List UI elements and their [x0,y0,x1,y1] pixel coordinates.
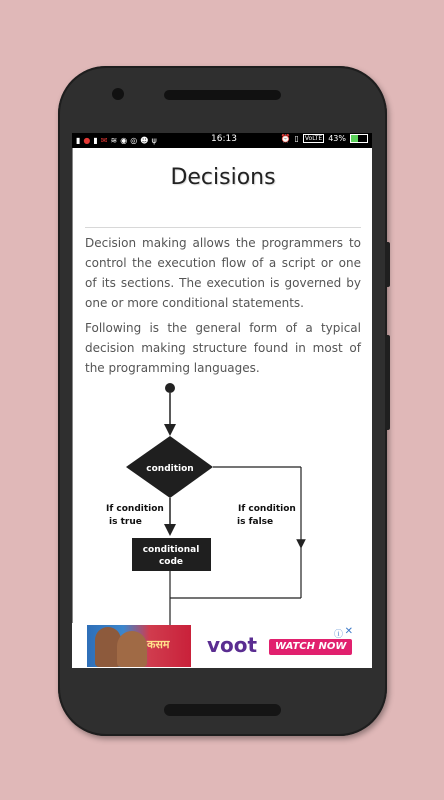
jio-icon: ● [83,135,91,145]
battery-percent: 43% [328,134,346,143]
status-bar [72,133,372,148]
earpiece-speaker [164,90,281,100]
signal-icon: ▮ [76,135,81,145]
page-title: Decisions [170,165,276,190]
ad-person [117,631,147,667]
battery-fill [351,135,358,142]
start-node [165,383,175,393]
app-icon: ◎ [130,135,138,145]
mail-icon: ✉ [100,135,108,145]
title-divider [85,227,361,228]
usb-icon: ψ [151,135,157,145]
silent-icon: ▯ [294,134,299,143]
battery-icon [350,134,368,143]
wifi-icon: ≋ [110,135,118,145]
front-camera [112,88,124,100]
status-left-icons [72,136,157,146]
process-label-line1: conditional [142,545,200,555]
process-label-line2: code [158,557,184,567]
status-right-icons [281,134,368,143]
cat-icon: ☻ [140,135,149,145]
app-icon: ◉ [120,135,128,145]
ad-image[interactable] [87,625,191,667]
false-label-line2: is false [237,517,274,527]
bottom-speaker [164,704,281,716]
false-label-line1: If condition [238,504,296,514]
power-button [385,335,390,430]
article-content[interactable] [72,148,372,623]
alarm-icon: ⏰ [280,134,291,143]
volte-badge: VoLTE [304,135,323,142]
status-time: 16:13 [211,134,237,144]
watch-now-button[interactable]: WATCH NOW [269,639,352,655]
ad-info-icon[interactable]: ⓘ [333,630,343,640]
ad-banner[interactable] [87,625,355,667]
close-icon[interactable]: ✕ [344,626,353,637]
true-label-line1: If condition [106,504,164,514]
ad-show-title: कसम [147,638,170,651]
paragraph-intro: Decision making allows the programmers to control the execution flow of a script or one of its sections. The execution is governed by one or more conditional statements. [85,236,361,310]
volume-button [385,242,390,287]
signal-icon: ▮ [93,135,98,145]
phone-screen [72,133,372,668]
paragraph-general-form: Following is the general form of a typical decision making structure found in most of the programming languages. [85,321,361,375]
decision-label: condition [146,464,194,474]
decision-flowchart [73,378,372,638]
true-label-line2: is true [109,517,142,527]
ad-brand-logo[interactable]: voot [207,633,258,657]
